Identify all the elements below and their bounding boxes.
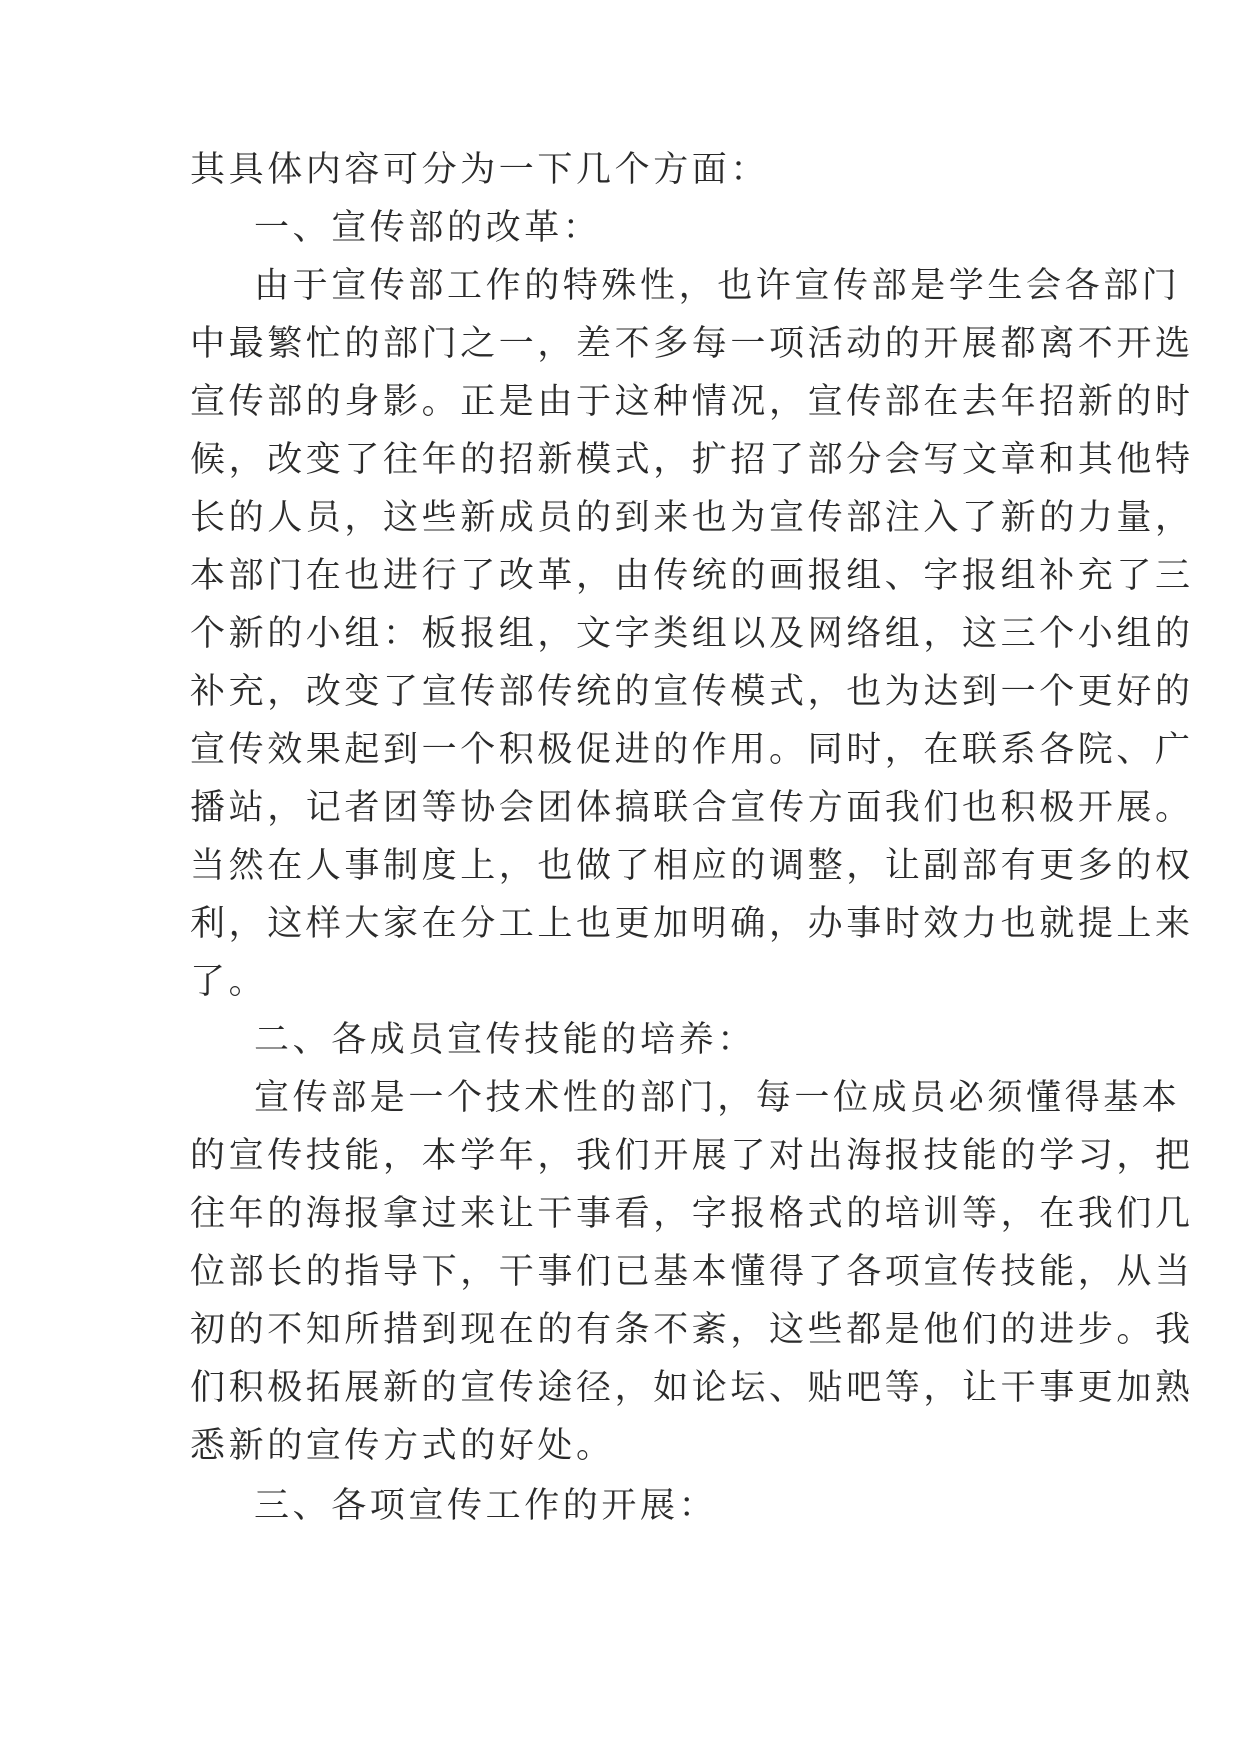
paragraph-line: 由于宣传部工作的特殊性，也许宣传部是学生会各部门 xyxy=(254,266,1181,306)
paragraph-line: 往年的海报拿过来让干事看，字报格式的培训等，在我们几 xyxy=(190,1194,1194,1234)
paragraph-line: 位部长的指导下，干事们已基本懂得了各项宣传技能，从当 xyxy=(190,1252,1194,1292)
paragraph-line: 长的人员，这些新成员的到来也为宣传部注入了新的力量， xyxy=(190,498,1194,538)
paragraph-line: 候，改变了往年的招新模式，扩招了部分会写文章和其他特 xyxy=(190,440,1194,480)
paragraph-line: 补充，改变了宣传部传统的宣传模式，也为达到一个更好的 xyxy=(190,672,1194,712)
section-heading-2: 二、各成员宣传技能的培养： xyxy=(254,1020,756,1060)
paragraph-line: 的宣传技能，本学年，我们开展了对出海报技能的学习，把 xyxy=(190,1136,1194,1176)
intro-line: 其具体内容可分为一下几个方面： xyxy=(190,150,770,190)
paragraph-line: 个新的小组：板报组，文字类组以及网络组，这三个小组的 xyxy=(190,614,1194,654)
paragraph-line: 了。 xyxy=(190,962,268,1002)
section-heading-3: 三、各项宣传工作的开展： xyxy=(254,1486,718,1526)
section-heading-1: 一、宣传部的改革： xyxy=(254,208,602,248)
paragraph-line: 利，这样大家在分工上也更加明确，办事时效力也就提上来 xyxy=(190,904,1194,944)
paragraph-line: 们积极拓展新的宣传途径，如论坛、贴吧等，让干事更加熟 xyxy=(190,1368,1194,1408)
paragraph-line: 本部门在也进行了改革，由传统的画报组、字报组补充了三 xyxy=(190,556,1194,596)
paragraph-line: 当然在人事制度上，也做了相应的调整，让副部有更多的权 xyxy=(190,846,1194,886)
paragraph-line: 播站，记者团等协会团体搞联合宣传方面我们也积极开展。 xyxy=(190,788,1194,828)
paragraph-line: 宣传效果起到一个积极促进的作用。同时，在联系各院、广 xyxy=(190,730,1194,770)
paragraph-line: 初的不知所措到现在的有条不紊，这些都是他们的进步。我 xyxy=(190,1310,1194,1350)
paragraph-line: 宣传部的身影。正是由于这种情况，宣传部在去年招新的时 xyxy=(190,382,1194,422)
paragraph-line: 悉新的宣传方式的好处。 xyxy=(190,1426,615,1466)
paragraph-line: 宣传部是一个技术性的部门，每一位成员必须懂得基本 xyxy=(254,1078,1181,1118)
paragraph-line: 中最繁忙的部门之一，差不多每一项活动的开展都离不开选 xyxy=(190,324,1194,364)
